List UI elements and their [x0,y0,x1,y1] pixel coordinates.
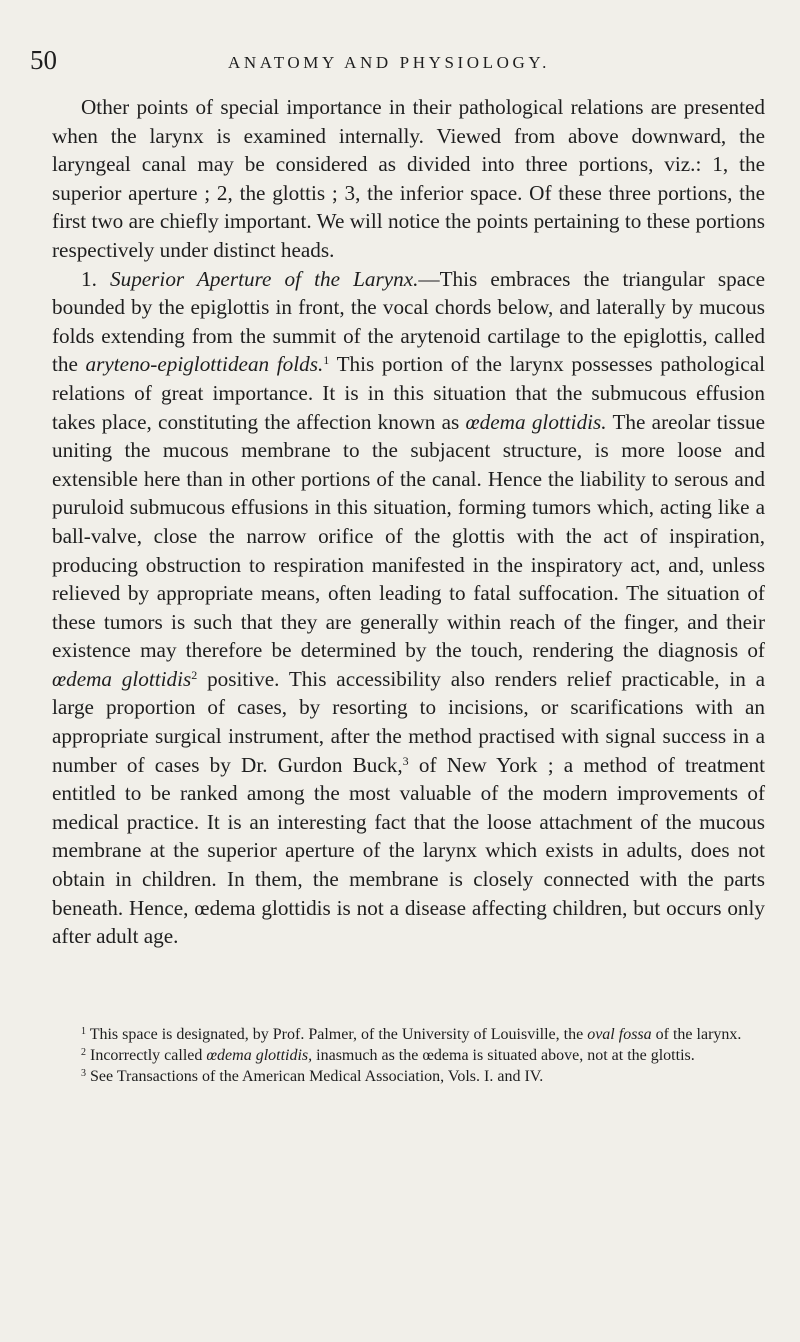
page-number: 50 [30,45,57,75]
text-run: This portion of the larynx possesses pathological relations of great importance. It is in this situation that the submucous effusion takes place, constituting the affection known as [52,352,765,434]
footnote-text: This space is designated, by Prof. Palmer, of the University of Louisville, the [86,1026,588,1043]
body-text [52,93,765,951]
footnote-3 [52,1066,765,1087]
paragraph-superior-aperture [52,265,765,951]
italic-term: aryteno-epiglottidean folds. [85,352,324,377]
italic-term: œdema glottidis [52,666,192,691]
running-head [30,44,770,84]
section-heading: Superior Aperture of the Larynx. [110,266,419,291]
text-run: —This embraces the triangular space bounded by the epiglottis in front, the vocal chords below, and laterally by mucous folds extending from the summit of the arytenoid cartilage to the epiglottis, called the [52,266,765,377]
running-title: ANATOMY AND PHYSIOLOGY. [228,53,550,72]
footnote-text: inasmuch as the œdema is situated above, not at the glottis. [312,1047,695,1065]
footnote-italic: œdema glottidis, [206,1047,313,1065]
italic-term: œdema glottidis. [465,409,607,434]
footnote-2 [52,1045,765,1066]
footnotes [52,1024,765,1088]
footnote-ref-1: 1 [323,353,330,368]
footnote-italic: oval fossa [587,1026,652,1043]
footnote-mark: 3 [81,1068,86,1080]
text-run: of New York ; a method of treatment entitled to be ranked among the most valuable of the modern improvements of medical practice. It is an interesting fact that the loose attachment of the mucous membrane at the superior aperture of the larynx which exists in adults, does not obtain in children. In them, the membrane is closely connected with the parts beneath. Hence, œdema glottidis is not a disease affecting children, but occurs only after adult age. [52,752,765,949]
footnote-ref-2: 2 [191,667,198,682]
section-number: 1. [81,266,110,291]
footnote-mark: 2 [81,1047,86,1059]
text-run: positive. This accessibility also renders relief practicable, in a large proportion of cases, by resorting to incisions, or scarifications with an appropriate surgical instrument, after the method practised with signal success in a number of cases by Dr. Gurdon Buck, [52,666,766,777]
footnote-mark: 1 [81,1026,86,1037]
footnote-ref-3: 3 [402,753,409,768]
footnote-text: See Transactions of the American Medical Association, Vols. I. and IV. [86,1068,544,1086]
footnote-text: Incorrectly called [86,1047,207,1065]
text-run: The areolar tissue uniting the mucous membrane to the subjacent structure, is more loose and extensible here than in other portions of the canal. Hence the liability to serous and puruloid submucous effusions in this situation, forming tumors which, acting like a ball-valve, close the narrow orifice of the glottis with the act of inspiration, producing obstruction to respiration manifested in the inspiratory act, and, unless relieved by appropriate means, often leading to fatal suffocation. The situation of these tumors is such that they are generally within reach of the finger, and their existence may therefore be determined by the touch, rendering the diagnosis of [52,409,766,663]
footnote-1 [52,1024,765,1045]
footnote-text: of the larynx. [651,1026,742,1043]
paragraph-intro: Other points of special importance in their pathological relations are presented when the larynx is examined internally. Viewed from above downward, the laryngeal canal may be considered as divided into three portions, viz.: 1, the superior aperture ; 2, the glottis ; 3, the inferior space. Of these three portions, the first two are chiefly important. We will notice the points pertaining to these portions respectively under distinct heads. [52,95,765,262]
